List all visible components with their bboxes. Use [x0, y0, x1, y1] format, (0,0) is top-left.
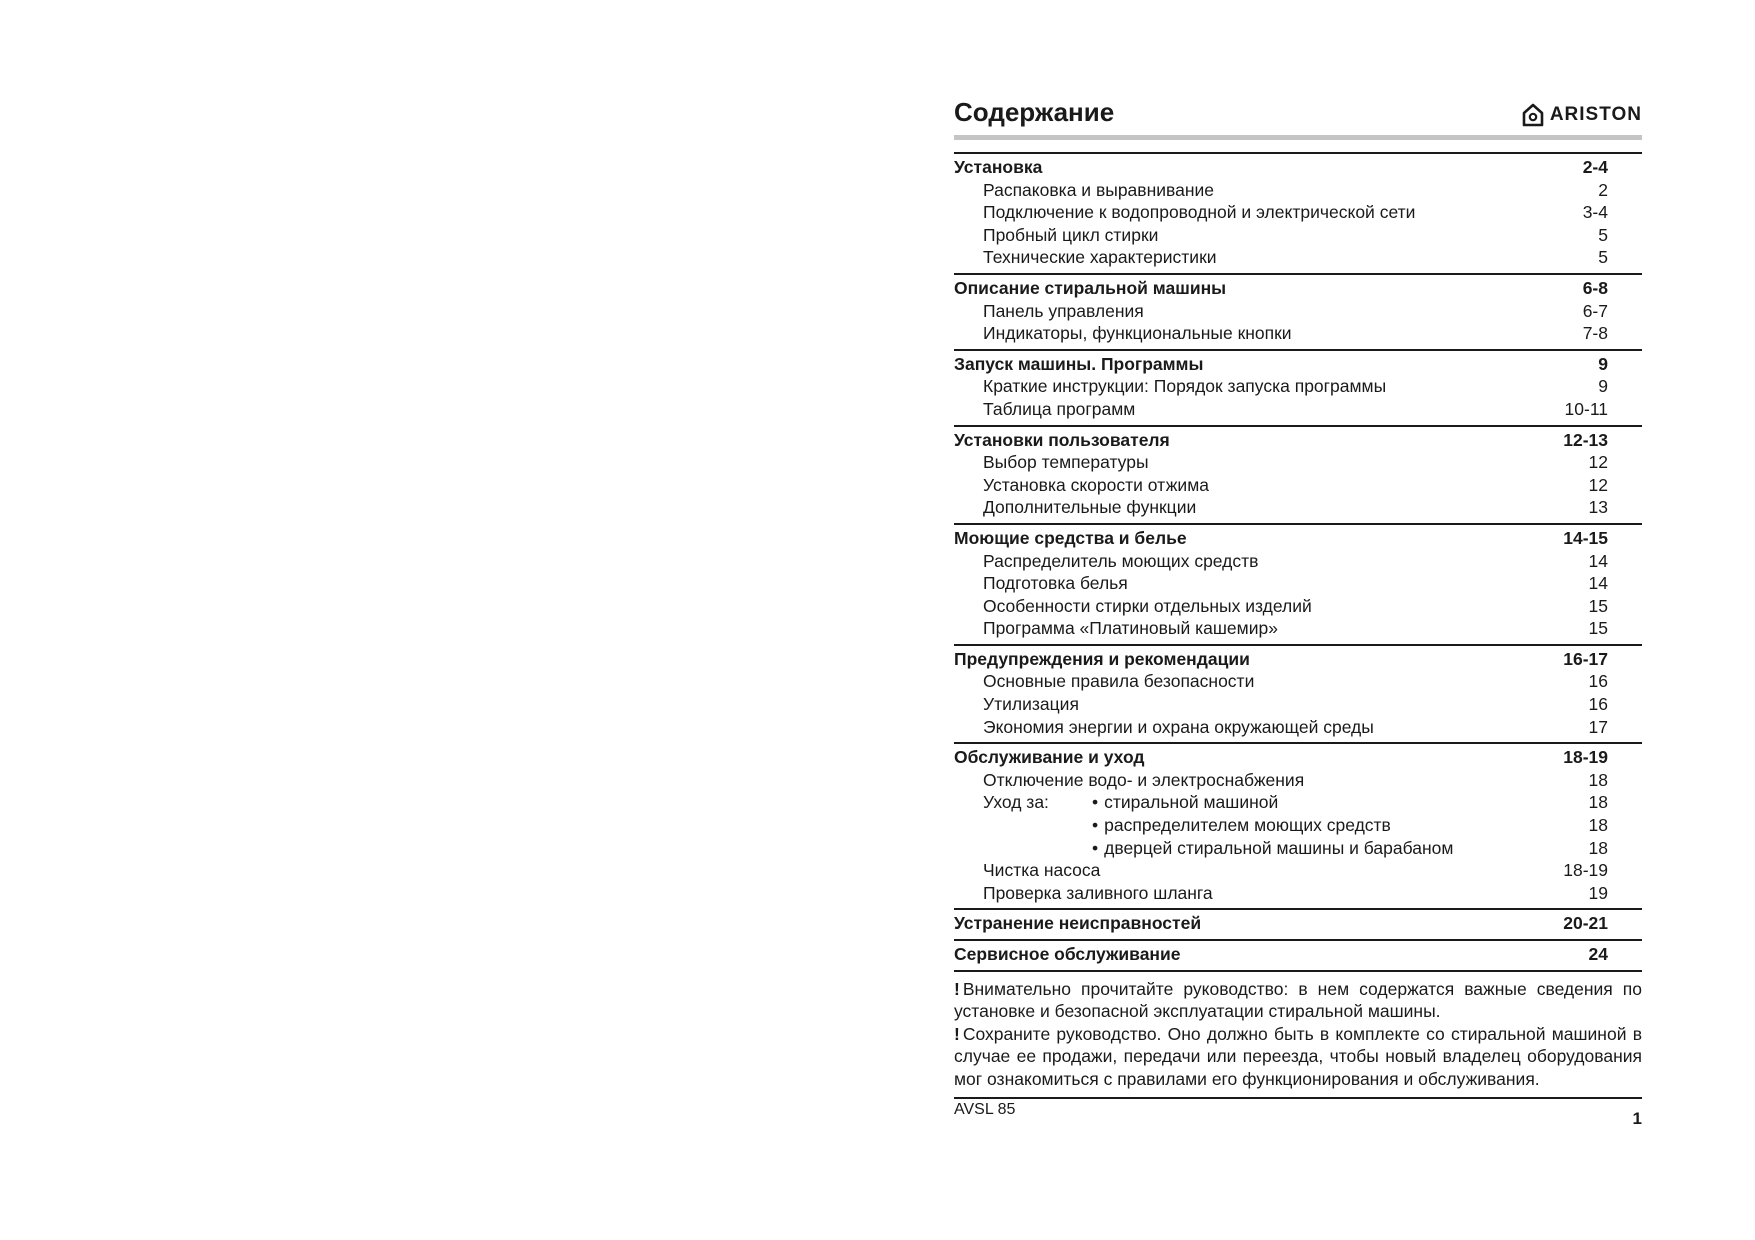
toc-item-pages: 14: [1588, 573, 1608, 594]
toc-item[interactable]: [954, 300, 1642, 323]
toc-item[interactable]: [954, 322, 1642, 345]
toc-item-label: Дополнительные функции: [983, 497, 1197, 518]
toc-item-label: Распаковка и выравнивание: [983, 179, 1215, 200]
note-text: Внимательно прочитайте руководство: в нем содержатся важные сведения по установке и безопасной эксплуатации стиральной машины.: [954, 978, 1642, 1022]
toc-heading-pages: 18-19: [1563, 747, 1608, 768]
toc-item-pages: 3-4: [1582, 202, 1608, 223]
exclamation-icon: !: [954, 1023, 960, 1044]
toc-item[interactable]: [954, 769, 1642, 792]
toc-heading[interactable]: [954, 277, 1642, 300]
toc-heading-pages: 6-8: [1582, 277, 1608, 298]
toc-item-pages: 17: [1588, 716, 1608, 737]
toc-heading-label: Моющие средства и белье: [954, 527, 1187, 548]
toc-item[interactable]: [954, 246, 1642, 269]
toc-item[interactable]: [954, 693, 1642, 716]
toc-section-troubleshooting: [954, 908, 1642, 939]
toc-item-pages: 6-7: [1582, 300, 1608, 321]
toc-item[interactable]: [954, 451, 1642, 474]
toc-item-pages: 7-8: [1582, 323, 1608, 344]
toc-section-warnings: [954, 644, 1642, 742]
toc-item-pages: 12: [1588, 452, 1608, 473]
toc-item-label: Отключение водо- и электроснабжения: [983, 769, 1305, 790]
toc-heading-label: Установка: [954, 157, 1043, 177]
toc-item[interactable]: [954, 859, 1642, 882]
header-rule: [954, 135, 1642, 140]
toc-heading[interactable]: [954, 429, 1642, 452]
manual-page: [954, 96, 1642, 1135]
toc-item[interactable]: [954, 670, 1642, 693]
toc-section-user-settings: [954, 425, 1642, 523]
toc-heading-pages: 24: [1588, 944, 1608, 964]
toc-item-pages: 18: [1588, 769, 1608, 790]
care-item-label: дверцей стиральной машины и барабаном: [1104, 837, 1454, 858]
toc-item-label: Утилизация: [983, 694, 1079, 715]
toc-item-pages: 16: [1588, 694, 1608, 715]
house-logo-icon: [1522, 103, 1544, 127]
toc-item-pages: 13: [1588, 497, 1608, 518]
toc-heading-pages: 14-15: [1563, 527, 1608, 548]
toc-item-label: [1092, 814, 1589, 837]
toc-heading-pages: 12-13: [1563, 429, 1608, 450]
toc-item-label: Проверка заливного шланга: [983, 882, 1213, 903]
toc-item-pages: 12: [1588, 474, 1608, 495]
page-number: 1: [1632, 1108, 1642, 1128]
toc-heading-label: Обслуживание и уход: [954, 747, 1145, 768]
toc-item-label: Технические характеристики: [983, 247, 1217, 268]
note-paragraph: [954, 978, 1642, 1023]
toc-item-pages: 15: [1588, 618, 1608, 639]
toc-item-label: Пробный цикл стирки: [983, 224, 1159, 245]
toc-item-pages: 15: [1588, 595, 1608, 616]
toc-section-detergents: [954, 523, 1642, 644]
toc-item[interactable]: [954, 595, 1642, 618]
toc-item-pages: 9: [1598, 376, 1608, 397]
toc-item[interactable]: [954, 617, 1642, 640]
toc-item-care[interactable]: [954, 791, 1642, 814]
toc-heading-pages: 2-4: [1582, 157, 1608, 177]
toc-item-label: Особенности стирки отдельных изделий: [983, 595, 1312, 616]
toc-item-care[interactable]: [954, 837, 1642, 860]
toc-item[interactable]: [954, 572, 1642, 595]
toc-item[interactable]: [954, 716, 1642, 739]
toc-item-label: Распределитель моющих средств: [983, 550, 1259, 571]
note-text: Сохраните руководство. Оно должно быть в комплекте со стиральной машиной в случае ее продажи, передачи или переезда, чтобы новый владелец оборудования мог ознакомиться с правилами его функционирования и обслуживания.: [954, 1023, 1642, 1089]
toc-item-label: Таблица программ: [983, 398, 1136, 419]
toc-item[interactable]: [954, 474, 1642, 497]
toc-heading[interactable]: [954, 912, 1642, 935]
toc-item-pages: 14: [1588, 550, 1608, 571]
toc-section-machine-description: [954, 273, 1642, 349]
toc-heading[interactable]: [954, 746, 1642, 769]
brand-logo: [1522, 103, 1642, 127]
bullet-icon: •: [1092, 837, 1099, 858]
toc-heading-label: Установки пользователя: [954, 429, 1170, 450]
toc-item-label: Программа «Платиновый кашемир»: [983, 618, 1278, 639]
care-item-label: стиральной машиной: [1104, 792, 1279, 813]
toc-item-care[interactable]: [954, 814, 1642, 837]
toc-item[interactable]: [954, 398, 1642, 421]
toc-item-pages: 18-19: [1563, 860, 1608, 881]
toc-heading-label: Сервисное обслуживание: [954, 944, 1181, 964]
notes-block: [954, 970, 1642, 1091]
toc-item[interactable]: [954, 375, 1642, 398]
toc-item-label: Подключение к водопроводной и электрической сети: [983, 202, 1416, 223]
page-header: [954, 96, 1642, 132]
toc-heading[interactable]: [954, 527, 1642, 550]
toc-heading-label: Описание стиральной машины: [954, 277, 1227, 298]
page-footer: [954, 1097, 1642, 1135]
toc-item-label: Основные правила безопасности: [983, 671, 1255, 692]
toc-item[interactable]: [954, 550, 1642, 573]
toc-item[interactable]: [954, 179, 1642, 202]
toc-heading[interactable]: [954, 156, 1642, 179]
toc-item-pages: 19: [1588, 882, 1608, 903]
toc-item-label: Краткие инструкции: Порядок запуска программы: [983, 376, 1387, 397]
toc-section-programs: [954, 349, 1642, 425]
toc-item-pages: 2: [1598, 179, 1608, 200]
toc-heading-pages: 9: [1598, 353, 1608, 374]
note-paragraph: [954, 1023, 1642, 1091]
toc-item-label: [983, 791, 1589, 814]
toc-item-pages: 5: [1598, 247, 1608, 268]
toc-item-label: Установка скорости отжима: [983, 474, 1209, 495]
toc-item[interactable]: [954, 224, 1642, 247]
bullet-icon: •: [1092, 792, 1099, 813]
toc-item-label: Экономия энергии и охрана окружающей среды: [983, 716, 1374, 737]
care-prefix: Уход за:: [983, 792, 1049, 813]
toc-item-label: Индикаторы, функциональные кнопки: [983, 323, 1292, 344]
table-of-contents: [954, 152, 1642, 970]
toc-section-service: [954, 939, 1642, 970]
model-name: AVSL 85: [954, 1100, 1016, 1118]
toc-section-installation: [954, 152, 1642, 273]
toc-item[interactable]: [954, 201, 1642, 224]
toc-item-label: Выбор температуры: [983, 452, 1149, 473]
toc-item-label: Подготовка белья: [983, 573, 1128, 594]
toc-item-label: [1092, 837, 1589, 860]
toc-item[interactable]: [954, 496, 1642, 519]
toc-item-label: Панель управления: [983, 300, 1144, 321]
exclamation-icon: !: [954, 978, 960, 999]
toc-item-pages: 18: [1588, 837, 1608, 858]
toc-heading-pages: 16-17: [1563, 648, 1608, 669]
toc-item-label: Чистка насоса: [983, 860, 1101, 881]
toc-heading-label: Запуск машины. Программы: [954, 353, 1204, 374]
toc-heading[interactable]: [954, 648, 1642, 671]
brand-name: ARISTON: [1549, 104, 1642, 125]
page-title: Содержание: [954, 97, 1115, 127]
toc-item-pages: 5: [1598, 224, 1608, 245]
toc-heading[interactable]: [954, 353, 1642, 376]
toc-heading-pages: 20-21: [1563, 913, 1608, 934]
toc-item[interactable]: [954, 882, 1642, 905]
care-item-label: распределителем моющих средств: [1104, 815, 1391, 836]
toc-item-pages: 18: [1588, 815, 1608, 836]
toc-item-pages: 18: [1588, 792, 1608, 813]
toc-heading-label: Предупреждения и рекомендации: [954, 648, 1250, 669]
toc-item-pages: 10-11: [1564, 398, 1608, 419]
toc-item-pages: 16: [1588, 671, 1608, 692]
toc-heading-label: Устранение неисправностей: [954, 913, 1202, 934]
toc-section-maintenance: [954, 742, 1642, 908]
bullet-icon: •: [1092, 815, 1099, 836]
toc-heading[interactable]: [954, 943, 1642, 966]
